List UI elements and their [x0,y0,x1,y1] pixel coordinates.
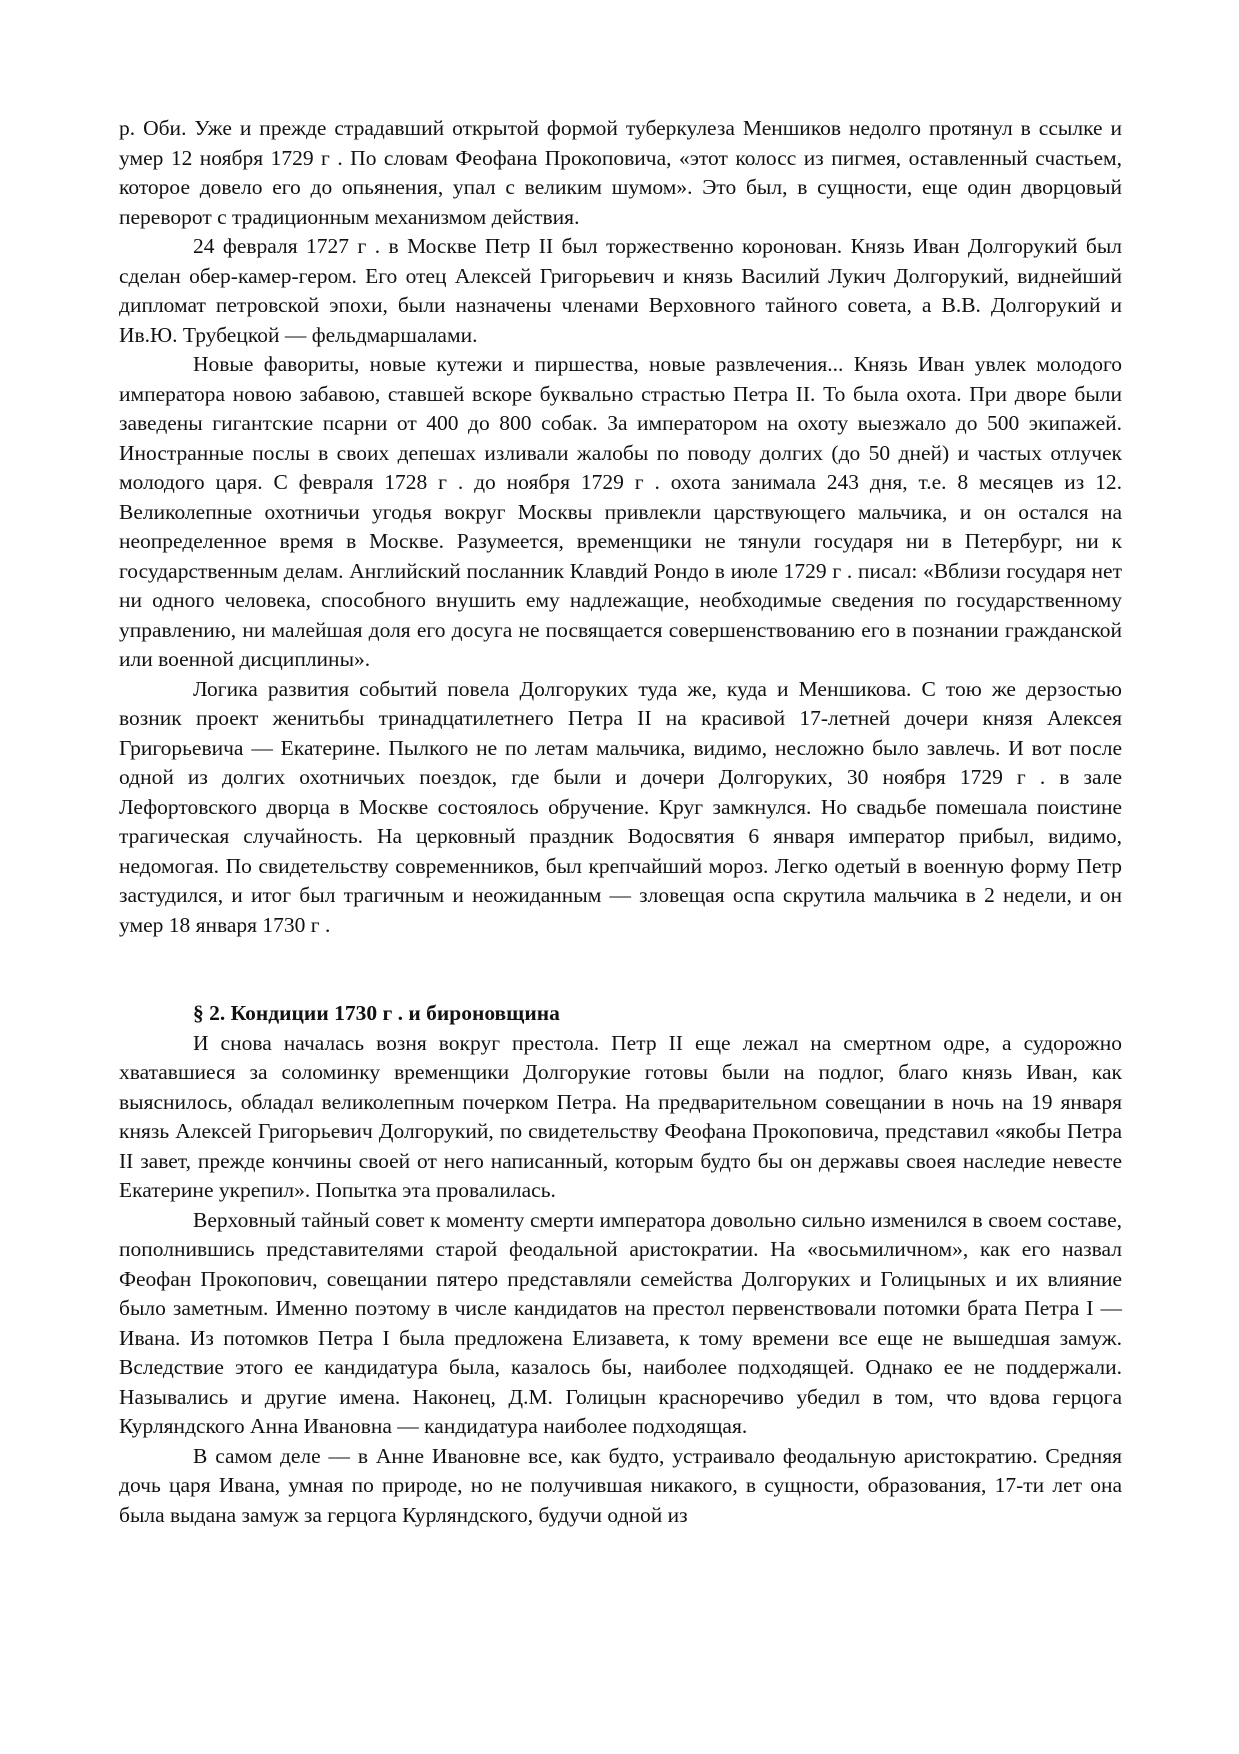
paragraph-5: И снова началась возня вокруг престола. Петр II еще лежал на смертном одре, а судорожно хватавшиеся за соломинку временщики Долгорукие готовы были на подлог, благо князь Иван, как выяснилось, обладал великолепным почерком Петра. На предварительном совещании в ночь на 19 января князь Алексей Григорьевич Долгорукий, по свидетельству Феофана Прокоповича, представил «якобы Петра II завет, прежде кончины своей от него написанный, которым будто бы он державы своея наследие невесте Екатерине укрепил». Попытка эта провалилась. [119,1030,1122,1202]
paragraph-6: Верховный тайный совет к моменту смерти императора довольно сильно изменился в своем составе, пополнившись представителями старой феодальной аристократии. На «восьмиличном», как его назвал Феофан Прокопович, совещании пятеро представляли семейства Долгоруких и Голицыных и их влияние было заметным. Именно поэтому в числе кандидатов на престол первенствовали потомки брата Петра I — Ивана. Из потомков Петра I была предложена Елизавета, к тому времени все еще не вышедшая замуж. Вследствие этого ее кандидатура была, казалось бы, наиболее подходящей. Однако ее не поддержали. Назывались и другие имена. Наконец, Д.М. Голицын красноречиво убедил в том, что вдова герцога Курляндского Анна Ивановна — кандидатура наиболее подходящая. [119,1207,1122,1438]
paragraph-7: В самом деле — в Анне Ивановне все, как будто, устраивало феодальную аристократию. Средняя дочь царя Ивана, умная по природе, но не получившая никакого, в сущности, образования, 17-ти лет она была выдана замуж за герцога Курляндского, будучи одной из [119,1443,1122,1527]
paragraph-1: р. Оби. Уже и прежде страдавший открытой формой туберкулеза Меншиков недолго протянул в ссылке и умер 12 ноября 1729 г . По словам Феофана Прокоповича, «этот колосс из пигмея, оставленный счастьем, которое довело его до опьянения, упал с великим шумом». Это был, в сущности, еще один дворцовый переворот с традиционным механизмом действия. [119,116,1122,229]
paragraph-4: Логика развития событий повела Долгоруких туда же, куда и Меншикова. С тою же дерзостью возник проект женитьбы тринадцатилетнего Петра II на красивой 17-летней дочери князя Алексея Григорьевича — Екатерине. Пылкого не по летам мальчика, видимо, несложно было завлечь. И вот после одной из долгих охотничьих поездок, где были и дочери Долгоруких, 30 ноября 1729 г . в зале Лефортовского дворца в Москве состоялось обручение. Круг замкнулся. Но свадьбе помешала поистине трагическая случайность. На церковный праздник Водосвятия 6 января император прибыл, видимо, недомогая. По свидетельству современников, был крепчайший мороз. Легко одетый в военную форму Петр застудился, и итог был трагичным и неожиданным — зловещая оспа скрутила мальчика в 2 недели, и он умер 18 января 1730 г . [119,676,1122,937]
document-page [119,114,1122,1530]
section-heading: § 2. Кондиции 1730 г . и бироновщина [193,1001,560,1025]
paragraph-2: 24 февраля 1727 г . в Москве Петр II был торжественно коронован. Князь Иван Долгорукий был сделан обер-камер-гером. Его отец Алексей Григорьевич и князь Василий Лукич Долгорукий, виднейший дипломат петровской эпохи, были назначены членами Верховного тайного совета, а В.В. Долгорукий и Ив.Ю. Трубецкой — фельдмаршалами. [119,234,1122,347]
section-spacer [119,940,1122,999]
paragraph-3: Новые фавориты, новые кутежи и пиршества, новые развлечения... Князь Иван увлек молодого императора новою забавою, ставшей вскоре буквально страстью Петра II. То была охота. При дворе были заведены гигантские псарни от 400 до 800 собак. За императором на охоту выезжало до 500 экипажей. Иностранные послы в своих депешах изливали жалобы по поводу долгих (до 50 дней) и частых отлучек молодого царя. С февраля 1728 г . до ноября 1729 г . охота занимала 243 дня, т.е. 8 месяцев из 12. Великолепные охотничьи угодья вокруг Москвы привлекли царствующего мальчика, и он остался на неопределенное время в Москве. Разумеется, временщики не тянули государя ни в Петербург, ни к государственным делам. Английский посланник Клавдий Рондо в июле 1729 г . писал: «Вблизи государя нет ни одного человека, способного внушить ему надлежащие, необходимые сведения по государственному управлению, ни малейшая доля его досуга не посвящается совершенствованию его в познании гражданской или военной дисциплины». [119,352,1122,671]
